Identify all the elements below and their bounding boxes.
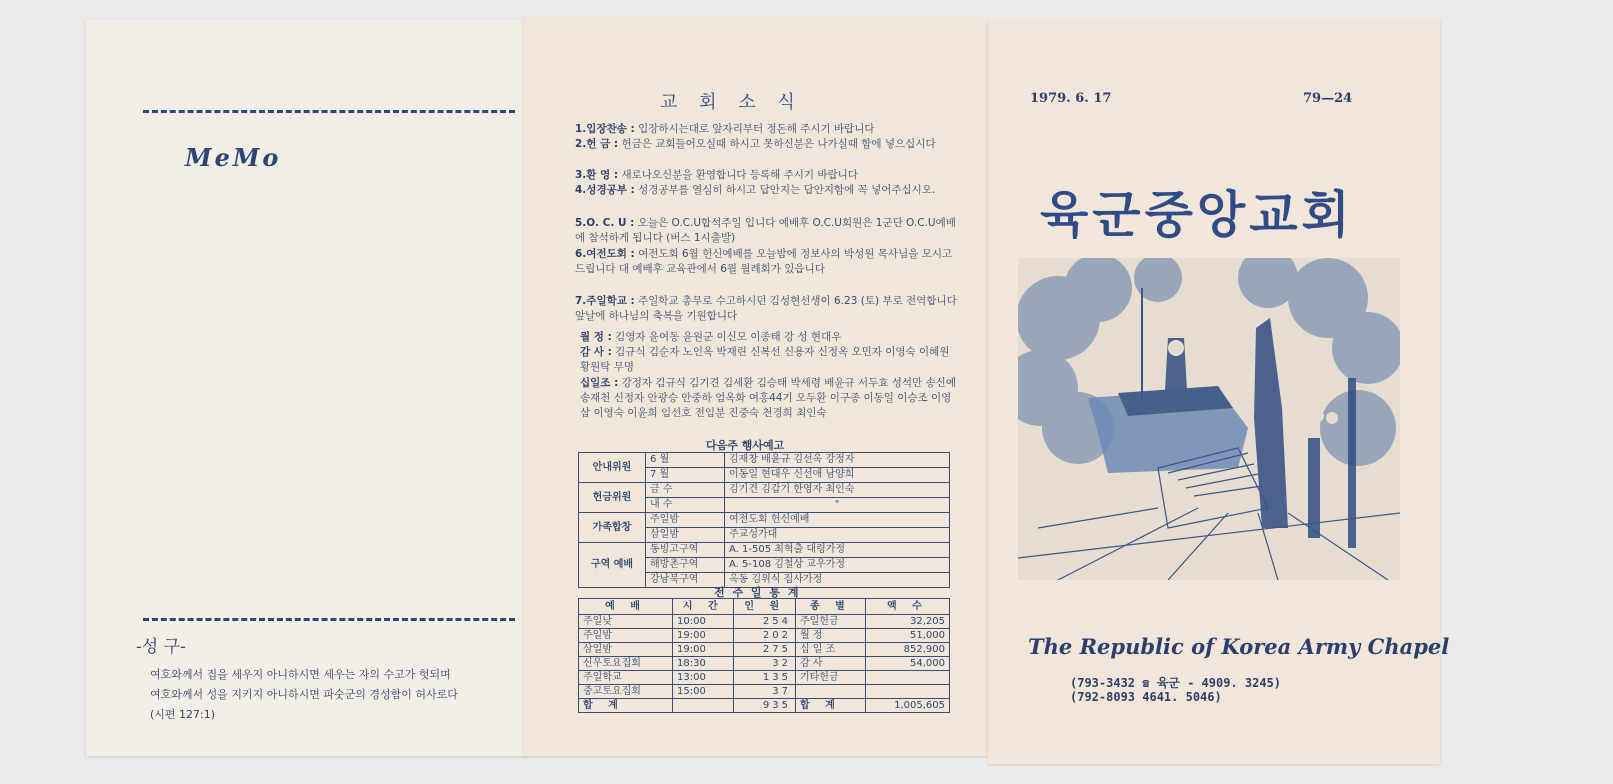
table-row	[579, 685, 950, 699]
column-header: 예 배	[579, 599, 673, 615]
table-row	[579, 615, 950, 629]
scripture-line-2: 여호와께서 성을 지키지 아니하시면 파숫군의 경성함이 허사로다	[150, 688, 458, 701]
table-row	[579, 543, 950, 558]
bulletin-date: 1979. 6. 17	[1030, 91, 1112, 106]
schedule-category: 안내위원	[579, 453, 646, 483]
service-time: 19:00	[673, 629, 734, 643]
schedule-text: 주교성가대	[725, 528, 950, 543]
next-week-title: 다음주 행사예고	[706, 439, 785, 452]
schedule-sub: 주일밤	[646, 513, 725, 528]
service-time: 19:00	[673, 643, 734, 657]
schedule-sub: 동빙고구역	[646, 543, 725, 558]
attendance-count: 37	[734, 685, 795, 699]
service-name: 중고토요집회	[579, 685, 673, 699]
schedule-category: 가족합창	[579, 513, 646, 543]
column-header: 액 수	[865, 599, 949, 615]
english-church-name: The Republic of Korea Army Chapel	[1028, 634, 1450, 659]
service-name: 주일낮	[579, 615, 673, 629]
scripture-rule	[143, 618, 515, 621]
offering-amount	[865, 671, 949, 685]
schedule-text: 옥동 김위식 집사가정	[725, 573, 950, 588]
issue-number: 79—24	[1303, 91, 1353, 106]
offering-total-label: 합 계	[795, 699, 865, 713]
church-name: 육군중앙교회	[1040, 186, 1354, 244]
monthly-offering-names: 월 정 : 김영자 윤여동 윤원군 이신모 이종태 강 성 현대우	[580, 331, 842, 343]
offering-amount: 32,205	[865, 615, 949, 629]
offering-amount: 852,900	[865, 643, 949, 657]
attendance-count: 275	[734, 643, 795, 657]
phone-line-2: (792-8093 4641. 5046)	[1070, 690, 1222, 704]
tithe-names: 십일조 : 강정자 김규식 김기견 김세환 김승태 박세령 배윤규 서두효 성석만 송신예 송재천 신정자 안광승 안중하 엄옥화 여홍44기 오두환 이구종 이동일 이승조 이영삼 이영숙 이윤희 임선호 전임분 진중숙 천경희 최인숙	[580, 377, 956, 419]
table-row	[579, 453, 950, 468]
offering-amount: 54,000	[865, 657, 949, 671]
last-sunday-stats-table	[578, 598, 950, 713]
table-row	[579, 629, 950, 643]
attendance-total: 935	[734, 699, 795, 713]
service-time: 10:00	[673, 615, 734, 629]
stats-title: 전 주 일 통 계	[714, 586, 801, 599]
thanks-offering-names: 감 사 : 김규식 김순자 노인옥 박재린 신복선 신용자 신정옥 오민자 이영숙 이혜원 황원탁 무명	[580, 346, 950, 373]
table-total-row	[579, 699, 950, 713]
news-item-1: 1.입장찬송 : 입장하시는대로 앞자리부터 정돈해 주시기 바랍니다	[575, 123, 875, 135]
table-header-row	[579, 599, 950, 615]
schedule-text: A. 5-108 김철상 교우가정	[725, 558, 950, 573]
empty-cell	[673, 699, 734, 713]
schedule-sub: 7 월	[646, 468, 725, 483]
table-row	[579, 483, 950, 498]
service-time: 15:00	[673, 685, 734, 699]
schedule-sub: 내 수	[646, 498, 725, 513]
offering-kind: 감 사	[795, 657, 865, 671]
schedule-text: 김재창 배윤규 김선옥 강정자	[725, 453, 950, 468]
news-item-6: 6.여전도회 : 여전도회 6월 헌신예배를 오늘밤에 정보사의 박성원 목사님을 모시고 드립니다 대 예배후 교육관에서 6월 월례회가 있읍니다	[575, 248, 953, 275]
offering-kind: 월 정	[795, 629, 865, 643]
memo-title: MeMo	[185, 143, 282, 172]
table-row	[579, 657, 950, 671]
table-row	[579, 513, 950, 528]
church-news-title: 교 회 소 식	[660, 92, 803, 113]
schedule-text: "	[725, 498, 950, 513]
service-name: 삼일밤	[579, 643, 673, 657]
schedule-text: 이동일 현대우 신선애 남양희	[725, 468, 950, 483]
news-item-2: 2.헌 금 : 헌금은 교회들어오실때 하시고 못하신분은 나가실때 함에 넣으십시다	[575, 138, 936, 150]
schedule-category: 헌금위원	[579, 483, 646, 513]
news-item-5: 5.O. C. U : 오늘은 O.C.U합석주일 입니다 예배후 O.C.U회원은 1군단 O.C.U예배에 참석하게 됩니다 (버스 1시출발)	[575, 217, 956, 244]
offering-kind: 주일헌금	[795, 615, 865, 629]
schedule-category: 구역 예배	[579, 543, 646, 588]
service-time: 18:30	[673, 657, 734, 671]
schedule-text: A. 1-505 최혁출 대령가정	[725, 543, 950, 558]
schedule-sub: 강남북구역	[646, 573, 725, 588]
service-name: 주일밤	[579, 629, 673, 643]
column-header: 인 원	[734, 599, 795, 615]
schedule-sub: 삼일밤	[646, 528, 725, 543]
schedule-sub: 해방촌구역	[646, 558, 725, 573]
table-row	[579, 671, 950, 685]
service-name: 주일학교	[579, 671, 673, 685]
news-item-3: 3.환 영 : 새로나오신분을 환영합니다 등록해 주시기 바랍니다	[575, 169, 858, 181]
chapel-illustration	[1018, 258, 1400, 580]
offering-kind	[795, 685, 865, 699]
attendance-count: 254	[734, 615, 795, 629]
offering-kind: 기타헌금	[795, 671, 865, 685]
schedule-text: 김기견 김갑기 한영자 최인숙	[725, 483, 950, 498]
column-header: 종 별	[795, 599, 865, 615]
scripture-title: -성 구-	[136, 637, 186, 657]
attendance-total-label: 합 계	[579, 699, 673, 713]
schedule-sub: 금 수	[646, 483, 725, 498]
news-item-7: 7.주일학교 : 주일학교 총무로 수고하시던 김성현선생이 6.23 (토) 부로 전역합니다 앞날에 하나님의 축복을 기원합니다	[575, 295, 957, 322]
offering-amount	[865, 685, 949, 699]
attendance-count: 202	[734, 629, 795, 643]
attendance-count: 32	[734, 657, 795, 671]
offering-kind: 십 일 조	[795, 643, 865, 657]
service-time: 13:00	[673, 671, 734, 685]
phone-line-1: (793-3432 ☎ 육군 - 4909. 3245)	[1070, 676, 1282, 690]
news-item-4: 4.성경공부 : 성경공부를 열심히 하시고 답안지는 답안지함에 꼭 넣어주십시오.	[575, 184, 936, 196]
scripture-line-1: 여호와께서 집을 세우지 아니하시면 세우는 자의 수고가 헛되며	[150, 668, 451, 681]
column-header: 시 간	[673, 599, 734, 615]
offering-total: 1,005,605	[865, 699, 949, 713]
schedule-sub: 6 월	[646, 453, 725, 468]
memo-top-rule	[143, 110, 515, 113]
table-row	[579, 643, 950, 657]
attendance-count: 135	[734, 671, 795, 685]
schedule-text: 여전도회 헌신예배	[725, 513, 950, 528]
next-week-schedule-table	[578, 452, 950, 588]
offering-amount: 51,000	[865, 629, 949, 643]
service-name: 신우토요집회	[579, 657, 673, 671]
scripture-reference: (시편 127:1)	[150, 708, 216, 721]
